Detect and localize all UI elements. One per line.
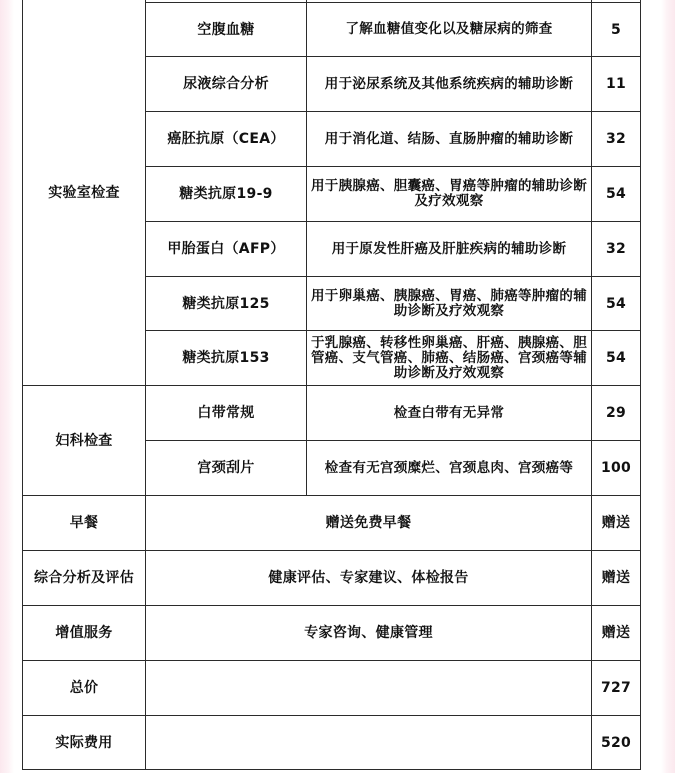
item-name: 空腹血糖 xyxy=(197,21,255,38)
item-price: 54 xyxy=(605,295,627,312)
item-name: 尿液综合分析 xyxy=(183,76,269,92)
item-name: 糖类抗原19-9 xyxy=(179,186,273,202)
extra-price: 赠送 xyxy=(601,515,631,531)
item-price: 5 xyxy=(610,21,622,38)
extra-content: 专家咨询、健康管理 xyxy=(304,625,433,641)
category-lab: 实验室检查 xyxy=(48,184,120,201)
total-content xyxy=(146,661,591,715)
right-decorative-border xyxy=(661,0,675,773)
item-description: 用于胰腺癌、胆囊癌、胃癌等肿瘤的辅助诊断及疗效观察 xyxy=(311,178,587,209)
item-description: 检查白带有无异常 xyxy=(393,404,505,421)
item-name: 甲胎蛋白（AFP） xyxy=(167,241,285,257)
item-price: 100 xyxy=(600,460,632,476)
extra-price: 赠送 xyxy=(601,625,631,641)
actual-cost-content xyxy=(146,716,591,769)
item-description: 用于泌尿系统及其他系统疾病的辅助诊断 xyxy=(324,75,574,92)
item-description: 用于卵巢癌、胰腺癌、胃癌、肺癌等肿瘤的辅助诊断及疗效观察 xyxy=(311,287,587,319)
item-name: 宫颈刮片 xyxy=(197,460,255,476)
extra-label: 综合分析及评估 xyxy=(33,570,135,586)
table-grid-line xyxy=(640,0,641,770)
table-grid-line xyxy=(22,769,640,770)
item-price: 54 xyxy=(605,186,627,202)
item-price: 32 xyxy=(605,131,627,147)
extra-label: 增值服务 xyxy=(55,625,113,641)
item-price: 32 xyxy=(605,241,627,257)
extra-label: 早餐 xyxy=(69,515,99,531)
item-description: 了解血糖值变化以及糖尿病的筛查 xyxy=(345,21,553,37)
item-name: 糖类抗原153 xyxy=(182,350,270,366)
total-label: 总价 xyxy=(69,680,99,696)
item-description: 用于消化道、结肠、直肠肿瘤的辅助诊断 xyxy=(324,130,574,147)
actual-cost-label: 实际费用 xyxy=(55,734,113,751)
item-price: 11 xyxy=(605,76,627,92)
extra-price: 赠送 xyxy=(601,570,631,586)
actual-cost-price: 520 xyxy=(600,734,632,751)
extra-content: 赠送免费早餐 xyxy=(325,515,412,531)
item-price: 29 xyxy=(605,405,627,421)
item-description: 检查有无宫颈糜烂、宫颈息肉、宫颈癌等 xyxy=(324,459,574,476)
item-description: 于乳腺癌、转移性卵巢癌、肝癌、胰腺癌、胆管癌、支气管癌、肺癌、结肠癌、宫颈癌等辅助诊断及疗效观察 xyxy=(311,334,587,381)
left-decorative-border xyxy=(0,0,14,773)
item-name: 糖类抗原125 xyxy=(182,295,270,312)
item-name: 白带常规 xyxy=(197,405,255,421)
category-gyn: 妇科检查 xyxy=(55,432,113,449)
item-name: 癌胚抗原（CEA） xyxy=(167,131,285,147)
item-description: 用于原发性肝癌及肝脏疾病的辅助诊断 xyxy=(331,240,567,257)
item-price: 54 xyxy=(605,350,627,366)
extra-content: 健康评估、专家建议、体检报告 xyxy=(268,570,469,586)
total-price: 727 xyxy=(600,680,632,696)
